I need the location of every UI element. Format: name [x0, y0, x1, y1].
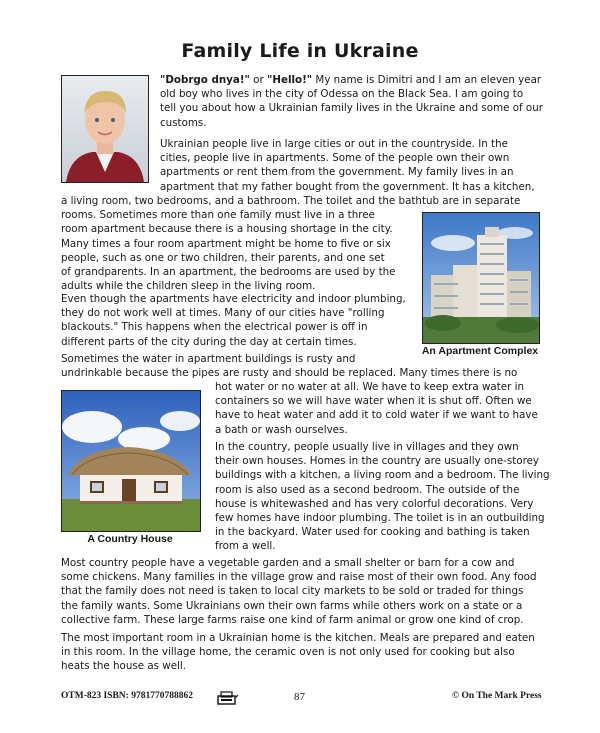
footer-isbn: OTM-823 ISBN: 9781770788862	[61, 691, 193, 701]
paragraph-cities-cont: a living room, two bedrooms, and a bathroom. The toilet and the bathtub are in separate rooms. Sometimes more than one family must live in a three room apartment because there is a housing shortage in the city. Many times a four room apartment might be home to five or six people, such as one or two children, their parents, and one set of grandparents. In an apartment, the bedrooms are used by the adults while the children sleep in the living room.	[61, 195, 521, 293]
page-number: 87	[294, 691, 305, 703]
page-title: Family Life in Ukraine	[181, 40, 419, 62]
footer-publisher: © On The Mark Press	[452, 691, 542, 701]
paragraph-kitchen: The most important room in a Ukrainian home is the kitchen. Meals are prepared and eaten in this room. In the village home, the ceramic oven is not only used for cooking but also heats the house as well.	[61, 632, 535, 673]
country-house-photo	[61, 390, 201, 532]
greeting-dobrgo: "Dobrgo dnya!"	[160, 74, 250, 86]
greeting-hello: "Hello!"	[266, 74, 313, 86]
paragraph-country: In the country, people usually live in villages and they own their own houses. Homes in the country are usually one-storey buildings with a kitchen, a living room and a bedroom. The living room is also used as a second bedroom. The outside of the house is whitewashed and has very colorful decorations. Very few homes have indoor plumbing. The toilet is in an outbuilding in the backyard. Water used for cooking and bathing is taken from a well.	[215, 441, 550, 553]
paragraph-water-cont: hot water or no water at all. We have to keep extra water in containers so we will have water when it is shut off. Often we have to heat water and add it to cold water if we want to have a bath or wash ourselves.	[215, 381, 538, 436]
paragraph-cities: Ukrainian people live in large cities or out in the countryside. In the cities, people live in apartments. Some of the people own their own apartments or rent them from the government. My family lives in an apartment that my father bought from the government. It has a kitchen,	[160, 138, 535, 193]
boy-photo	[61, 75, 149, 183]
paragraph-electricity: Even though the apartments have electricity and indoor plumbing, they do not work well at times. Many of our cities have "rolling blackouts." This happens when the electrical power is off in different parts of the city during the day at certain times.	[61, 293, 406, 348]
apartment-photo	[422, 212, 540, 344]
caption-apartment-complex: An Apartment Complex	[421, 345, 539, 357]
caption-country-house: A Country House	[87, 533, 173, 545]
printer-icon	[217, 690, 239, 704]
paragraph-water: Sometimes the water in apartment buildings is rusty and undrinkable because the pipes are rusty and should be replaced. Many times there is no	[61, 353, 518, 380]
paragraph-garden: Most country people have a vegetable garden and a small shelter or barn for a cow and some chickens. Many families in the village grow and raise most of their own food. Any food that the family does not need is taken to local city markets to be sold or traded for things the family wants. Some Ukrainians own their own farms while others work on a state or a collective farm. These large farms raise one kind of farm animal or grow one kind of crop.	[61, 557, 537, 626]
intro-paragraph: "Dobrgo dnya!" or "Hello!" My name is Dimitri and I am an eleven year old boy who lives in the city of Odessa on the Black Sea. I am going to tell you about how a Ukrainian family lives in the Ukraine and some of our customs.	[160, 74, 543, 129]
